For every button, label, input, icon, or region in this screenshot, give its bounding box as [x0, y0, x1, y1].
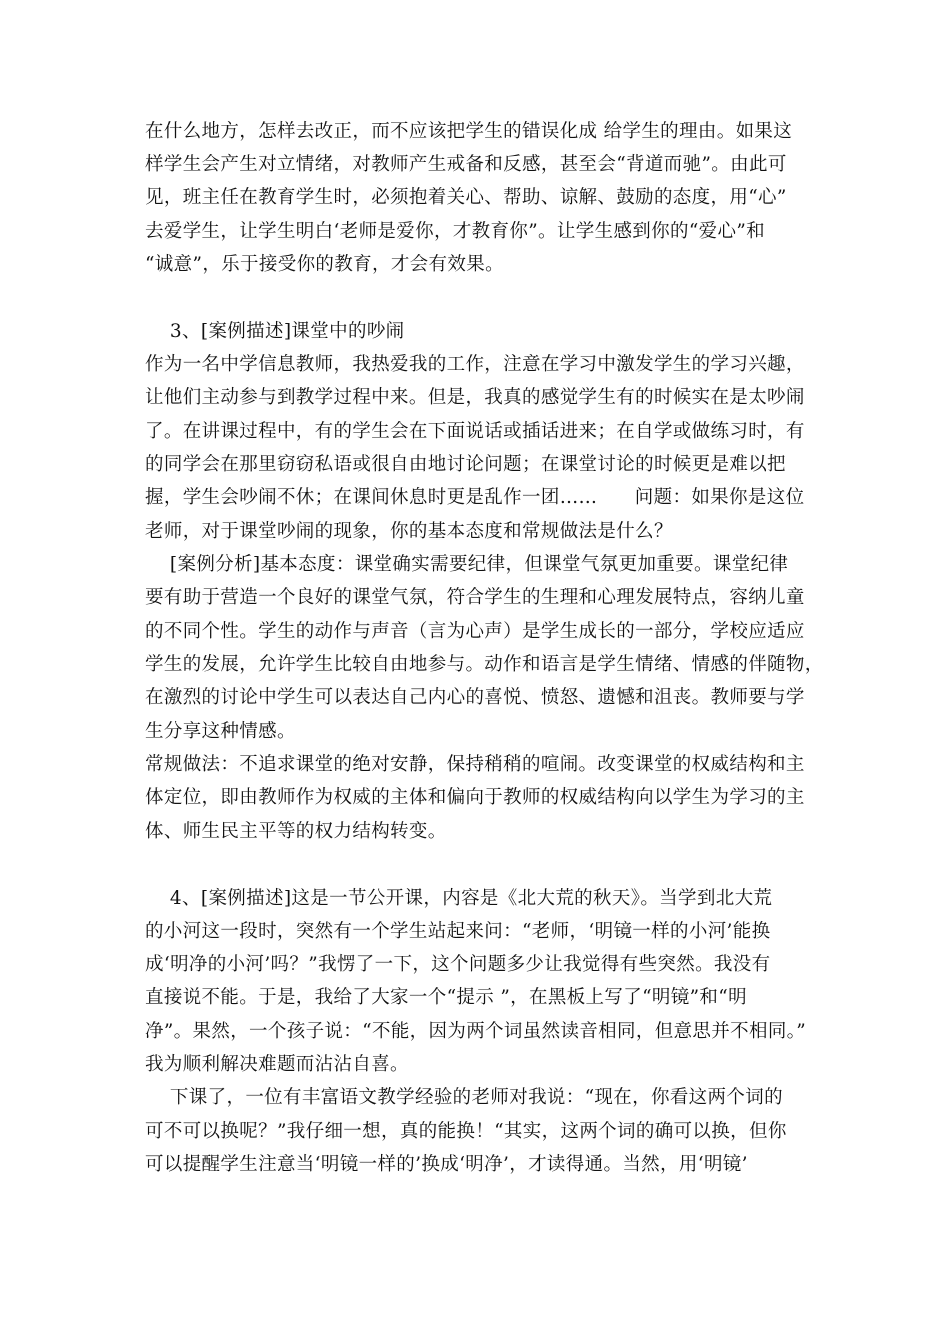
- text-line: 老师，对于课堂吵闹的现象，你的基本态度和常规做法是什么？: [145, 521, 673, 542]
- text-line: 握，学生会吵闹不休；在课间休息时更是乱作一团…… 问题：如果你是这位: [145, 487, 805, 508]
- text-line: [案例分析]基本态度：课堂确实需要纪律，但课堂气氛更加重要。课堂纪律: [145, 554, 789, 575]
- text-line: 见，班主任在教育学生时，必须抱着关心、帮助、谅解、鼓励的态度，用“心”: [145, 187, 787, 208]
- text-line: 的小河这一段时，突然有一个学生站起来问：“老师，‘明镜一样的小河’能换: [145, 921, 771, 942]
- text-line: 生分享这种情感。: [145, 721, 296, 742]
- section-heading: 4、[案例描述]这是一节公开课，内容是《北大荒的秋天》。当学到北大荒: [145, 888, 773, 909]
- text-line: 的不同个性。学生的动作与声音（言为心声）是学生成长的一部分，学校应适应: [145, 621, 805, 642]
- text-line: 在激烈的讨论中学生可以表达自己内心的喜悦、愤怒、遗憾和沮丧。教师要与学: [145, 687, 805, 708]
- text-line: 了。在讲课过程中，有的学生会在下面说话或插话进来；在自学或做练习时，有: [145, 421, 805, 442]
- text-line: 净”。果然，一个孩子说：“不能，因为两个词虽然读音相同，但意思并不相同。”: [145, 1021, 807, 1042]
- text-line: “诚意”，乐于接受你的教育，才会有效果。: [145, 254, 504, 275]
- text-line: 去爱学生，让学生明白‘老师是爱你，才教育你”。让学生感到你的“爱心”和: [145, 221, 766, 242]
- text-line: 我为顺利解决难题而沾沾自喜。: [145, 1054, 409, 1075]
- text-line: 直接说不能。于是，我给了大家一个“提示 ”，在黑板上写了“明镜”和“明: [145, 987, 747, 1008]
- text-line: 的同学会在那里窃窃私语或很自由地讨论问题；在课堂讨论的时候更是难以把: [145, 454, 786, 475]
- text-line: 常规做法：不追求课堂的绝对安静，保持稍稍的喧闹。改变课堂的权威结构和主: [145, 754, 805, 775]
- text-line: 学生的发展，允许学生比较自由地参与。动作和语言是学生情绪、情感的伴随物，: [145, 654, 824, 675]
- text-line: 在什么地方，怎样去改正，而不应该把学生的错误化成 给学生的理由。如果这: [145, 121, 793, 142]
- text-line: 要有助于营造一个良好的课堂气氛，符合学生的生理和心理发展特点，容纳儿童: [145, 587, 805, 608]
- text-line: 体、师生民主平等的权力结构转变。: [145, 821, 447, 842]
- text-line: 可以提醒学生注意当‘明镜一样的’换成‘明净’，才读得通。当然，用‘明镜’: [145, 1154, 748, 1175]
- text-line: 样学生会产生对立情绪，对教师产生戒备和反感，甚至会“背道而驰”。由此可: [145, 154, 787, 175]
- text-line: 体定位，即由教师作为权威的主体和偏向于教师的权威结构向以学生为学习的主: [145, 787, 805, 808]
- text-line: 可不可以换呢？”我仔细一想，真的能换！“其实，这两个词的确可以换，但你: [145, 1121, 787, 1142]
- text-line: 下课了，一位有丰富语文教学经验的老师对我说：“现在，你看这两个词的: [145, 1087, 783, 1108]
- section-heading: 3、[案例描述]课堂中的吵闹: [145, 321, 405, 342]
- text-line: 作为一名中学信息教师，我热爱我的工作，注意在学习中激发学生的学习兴趣，: [145, 354, 805, 375]
- text-line: 让他们主动参与到教学过程中来。但是，我真的感觉学生有的时候实在是太吵闹: [145, 387, 805, 408]
- text-line: 成‘明净的小河’吗？”我愣了一下，这个问题多少让我觉得有些突然。我没有: [145, 954, 771, 975]
